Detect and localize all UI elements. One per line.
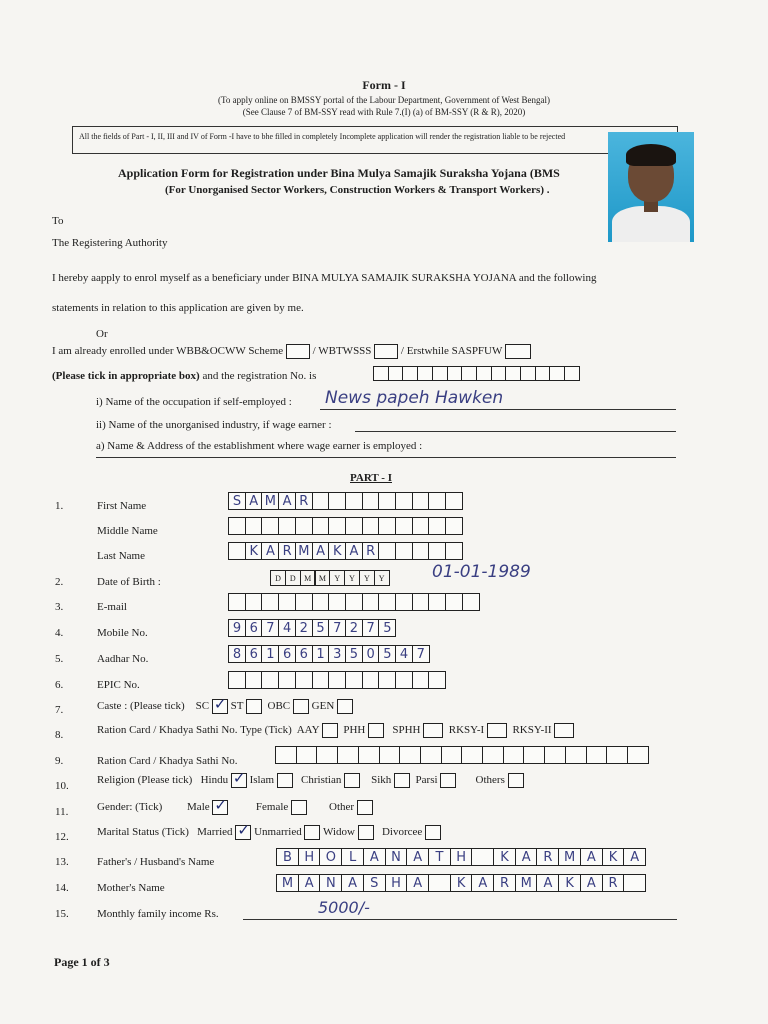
religion-label: Religion (Please tick): [97, 774, 193, 787]
photo-hair: [626, 144, 676, 166]
field-number-3: 3.: [55, 601, 64, 613]
enrolled-row: [52, 344, 531, 359]
occupation-value[interactable]: News papeh Hawken: [325, 388, 504, 408]
religion-sikh-checkbox[interactable]: [394, 773, 410, 788]
caste-gen-checkbox[interactable]: [337, 699, 353, 714]
field-number-2: 2.: [55, 576, 64, 588]
aadhar-grid[interactable]: 8 6 1 6 6 1 3 5 0 5 4 7: [228, 645, 428, 663]
religion-parsi-label: Parsi: [415, 774, 438, 787]
to-label: To: [52, 215, 64, 227]
middle-name-label: Middle Name: [97, 525, 158, 537]
father-name-grid[interactable]: B H O L A N A T H K A R M A K A: [276, 848, 645, 866]
first-name-grid[interactable]: S A M A R: [228, 492, 462, 510]
page-number: Page 1 of 3: [54, 955, 110, 969]
caste-obc-label: OBC: [267, 700, 291, 713]
religion-parsi-checkbox[interactable]: [440, 773, 456, 788]
last-name-grid[interactable]: K A R M A K A R: [228, 542, 462, 560]
marital-married-checkbox[interactable]: [235, 825, 251, 840]
form-subtitle-2: (See Clause 7 of BM-SSY read with Rule 7.(I) (a) of BM-SSY (R & R), 2020): [242, 107, 526, 117]
notice-text: All the fields of Part - I, II, III and IV of Form -I have to bhe filled in completely Incomplete application will render the registration liable to be rejected: [79, 132, 566, 141]
email-grid[interactable]: [228, 593, 479, 611]
marital-label: Marital Status (Tick): [97, 826, 189, 839]
religion-others-label: Others: [475, 774, 505, 787]
ration-rksy2-label: RKSY-II: [512, 724, 552, 737]
dob-grid[interactable]: D D M M Y Y Y Y: [270, 570, 389, 586]
field-number-15: 15.: [55, 908, 69, 920]
statement-line-1: I hereby aapply to enrol myself as a beneficiary under BINA MULYA SAMAJIK SURAKSHA YOJANA and the following: [52, 272, 597, 284]
epic-grid[interactable]: [228, 671, 445, 689]
wbtwsss-label: / WBTWSSS: [312, 345, 372, 358]
application-title: Application Form for Registration under Bina Mulya Samajik Suraksha Yojana (BMS: [118, 166, 560, 180]
marital-divorcee-checkbox[interactable]: [425, 825, 441, 840]
ration-sphh-label: SPHH: [392, 724, 421, 737]
gender-row: [97, 800, 373, 815]
field-number-9: 9.: [55, 755, 64, 767]
industry-underline: [355, 431, 676, 432]
saspfuw-label: / Erstwhile SASPFUW: [400, 345, 503, 358]
middle-name-grid[interactable]: [228, 517, 462, 535]
epic-label: EPIC No.: [97, 679, 140, 691]
caste-label: Caste : (Please tick): [97, 700, 185, 713]
saspfuw-checkbox[interactable]: [505, 344, 531, 359]
field-number-6: 6.: [55, 679, 64, 691]
caste-sc-label: SC: [195, 700, 210, 713]
field-number-4: 4.: [55, 627, 64, 639]
dob-label: Date of Birth :: [97, 576, 161, 588]
income-label: Monthly family income Rs.: [97, 908, 219, 920]
field-number-14: 14.: [55, 882, 69, 894]
field-number-11: 11.: [55, 806, 69, 818]
occupation-label: i) Name of the occupation if self-employed :: [96, 396, 292, 408]
field-number-8: 8.: [55, 729, 64, 741]
mobile-label: Mobile No.: [97, 627, 148, 639]
reg-no-label: and the registration No. is: [202, 370, 317, 382]
gender-male-checkbox[interactable]: [212, 800, 228, 815]
authority-label: The Registering Authority: [52, 237, 168, 249]
mother-name-grid[interactable]: M A N A S H A K A R M A K A R: [276, 874, 645, 892]
marital-unmarried-label: Unmarried: [254, 826, 302, 839]
caste-sc-checkbox[interactable]: [212, 699, 228, 714]
ration-rksy1-checkbox[interactable]: [487, 723, 507, 738]
mother-name-label: Mother's Name: [97, 882, 165, 894]
gender-label: Gender: (Tick): [97, 801, 163, 814]
income-value[interactable]: 5000/-: [318, 898, 370, 917]
religion-islam-label: Islam: [249, 774, 275, 787]
establishment-label: a) Name & Address of the establishment where wage earner is employed :: [96, 440, 423, 452]
form-title: Form - I: [362, 78, 406, 92]
caste-gen-label: GEN: [311, 700, 335, 713]
ration-sphh-checkbox[interactable]: [423, 723, 443, 738]
email-label: E-mail: [97, 601, 127, 613]
field-number-12: 12.: [55, 831, 69, 843]
please-tick-label: (Please tick in appropriate box): [52, 370, 200, 382]
ration-rksy2-checkbox[interactable]: [554, 723, 574, 738]
marital-widow-label: Widow: [323, 826, 355, 839]
dob-value[interactable]: 01-01-1989: [432, 562, 531, 582]
religion-christian-checkbox[interactable]: [344, 773, 360, 788]
field-number-1: 1.: [55, 500, 64, 512]
father-name-label: Father's / Husband's Name: [97, 856, 215, 868]
wbtwsss-checkbox[interactable]: [374, 344, 398, 359]
caste-st-label: ST: [230, 700, 244, 713]
field-number-10: 10.: [55, 780, 69, 792]
marital-divorcee-label: Divorcee: [381, 826, 423, 839]
ration-type-label: Ration Card / Khadya Sathi No. Type (Tick): [97, 724, 292, 737]
income-underline: [243, 919, 677, 920]
occupation-underline: [320, 409, 676, 410]
marital-widow-checkbox[interactable]: [358, 825, 374, 840]
gender-female-checkbox[interactable]: [291, 800, 307, 815]
industry-label: ii) Name of the unorganised industry, if wage earner :: [96, 419, 332, 431]
registration-row: [52, 370, 316, 382]
religion-others-checkbox[interactable]: [508, 773, 524, 788]
gender-other-checkbox[interactable]: [357, 800, 373, 815]
gender-other-label: Other: [329, 801, 355, 814]
enrolled-label: I am already enrolled under WBB&OCWW Scheme: [52, 345, 284, 358]
gender-male-label: Male: [187, 801, 210, 814]
notice-box: [72, 126, 678, 154]
ration-aay-checkbox[interactable]: [322, 723, 338, 738]
ration-no-grid[interactable]: [275, 746, 648, 764]
religion-islam-checkbox[interactable]: [277, 773, 293, 788]
religion-hindu-checkbox[interactable]: [231, 773, 247, 788]
caste-obc-checkbox[interactable]: [293, 699, 309, 714]
field-number-13: 13.: [55, 856, 69, 868]
application-subtitle: (For Unorganised Sector Workers, Construction Workers & Transport Workers) .: [165, 184, 550, 196]
aadhar-label: Aadhar No.: [97, 653, 149, 665]
first-name-label: First Name: [97, 500, 147, 512]
part-title: PART - I: [350, 472, 392, 484]
last-name-label: Last Name: [97, 550, 145, 562]
applicant-photo: [608, 132, 694, 242]
statement-line-2: statements in relation to this application are given by me.: [52, 302, 304, 314]
gender-female-label: Female: [255, 801, 289, 814]
marital-unmarried-checkbox[interactable]: [304, 825, 320, 840]
religion-christian-label: Christian: [301, 774, 342, 787]
ration-no-label: Ration Card / Khadya Sathi No.: [97, 755, 238, 767]
establishment-underline: [96, 457, 676, 458]
or-label: Or: [96, 328, 108, 340]
field-number-5: 5.: [55, 653, 64, 665]
religion-row: [97, 773, 524, 788]
caste-st-checkbox[interactable]: [246, 699, 262, 714]
mobile-grid[interactable]: 9 6 7 4 2 5 7 2 7 5: [228, 619, 395, 637]
registration-no-grid[interactable]: [373, 366, 579, 381]
ration-phh-checkbox[interactable]: [368, 723, 384, 738]
form-subtitle-1: (To apply online on BMSSY portal of the Labour Department, Government of West Bengal): [217, 95, 551, 105]
religion-sikh-label: Sikh: [371, 774, 392, 787]
caste-row: [97, 699, 353, 714]
ration-phh-label: PHH: [343, 724, 366, 737]
field-number-7: 7.: [55, 704, 64, 716]
wbbocww-checkbox[interactable]: [286, 344, 310, 359]
religion-hindu-label: Hindu: [200, 774, 229, 787]
marital-married-label: Married: [197, 826, 233, 839]
marital-row: [97, 825, 441, 840]
ration-aay-label: AAY: [296, 724, 320, 737]
ration-rksy1-label: RKSY-I: [448, 724, 485, 737]
ration-type-row: [97, 723, 574, 738]
